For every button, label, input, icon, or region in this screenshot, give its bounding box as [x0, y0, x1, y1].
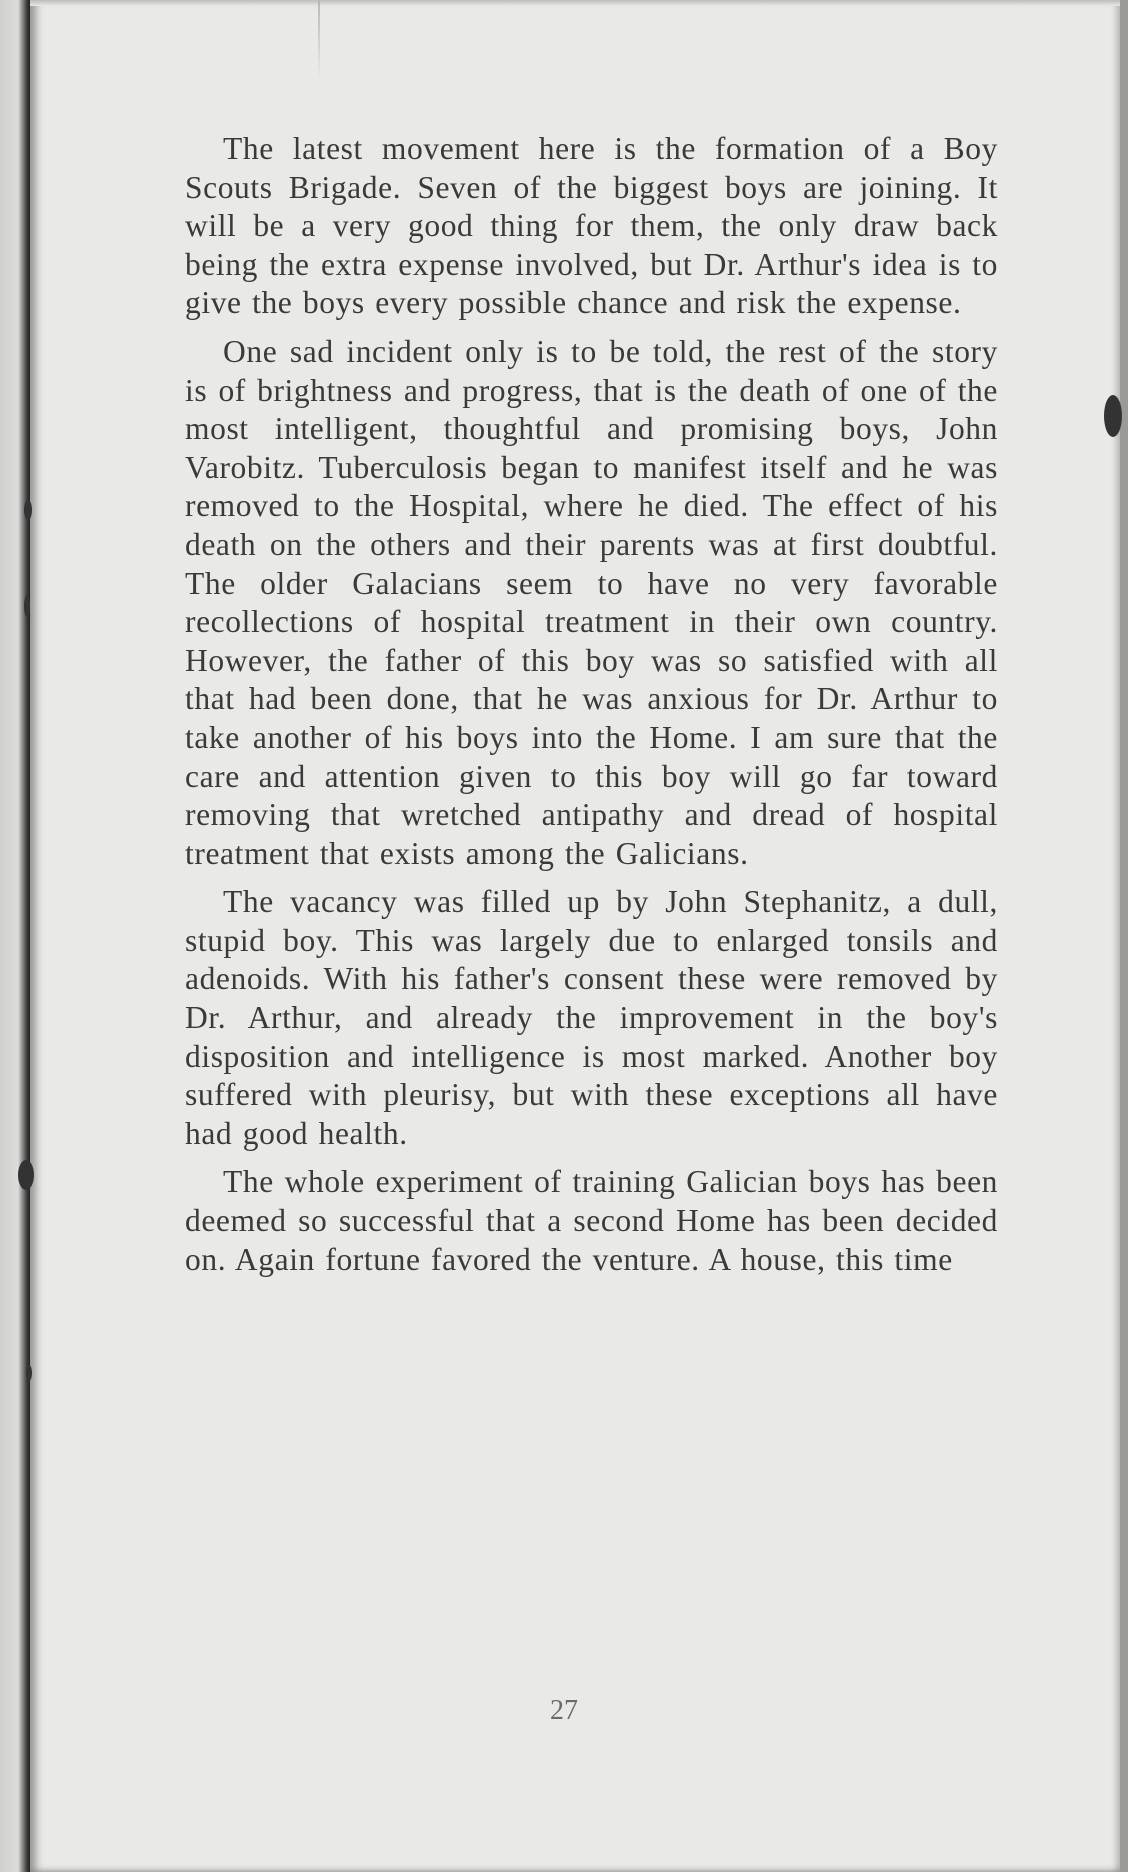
- page-number: 27: [550, 1695, 578, 1726]
- fold-crease: [318, 0, 320, 80]
- page-top-edge: [30, 0, 1120, 6]
- binding-mark: [26, 1365, 32, 1381]
- paragraph-2: One sad incident only is to be told, the rest of the story is of brightness and progress, that is the death of one of the most intelligent, thoughtful and promising boys, John Varobitz. Tuberculosis began to manifest itself and he was removed to the Hospital, where he died. The effect of his death on the others and their parents was at first doubtful. The older Galacians seem to have no very favorable recollections of hospital treatment in their own country. However, the father of this boy was so satisfied with all that had been done, that he was anxious for Dr. Arthur to take another of his boys into the Home. I am sure that the care and attention given to this boy will go far toward removing that wretched antipathy and dread of hospital treatment that exists among the Galicians.: [185, 333, 998, 871]
- binding-mark: [24, 500, 32, 520]
- binding-mark: [18, 1160, 34, 1190]
- binding-mark: [1104, 395, 1122, 437]
- paragraph-4: The whole experiment of training Galician boys has been deemed so successful that a second Home has been decided on. Again fortune favored the venture. A house, this time: [185, 1164, 998, 1277]
- paragraph-1: The latest movement here is the formation of a Boy Scouts Brigade. Seven of the biggest boys are joining. It will be a very good thing for them, the only draw back being the extra expense involved, but Dr. Arthur's idea is to give the boys every possible chance and risk the expense.: [185, 131, 998, 321]
- body-text: [185, 130, 998, 1289]
- binding-mark: [24, 595, 30, 617]
- paragraph-3: The vacancy was filled up by John Stephanitz, a dull, stupid boy. This was largely due to enlarged tonsils and adenoids. With his father's consent these were removed by Dr. Arthur, and already the improvement in the boy's disposition and intelligence is most marked. Another boy suffered with pleurisy, but with these exceptions all have had good health.: [185, 884, 998, 1151]
- binding-edge: [0, 0, 30, 1872]
